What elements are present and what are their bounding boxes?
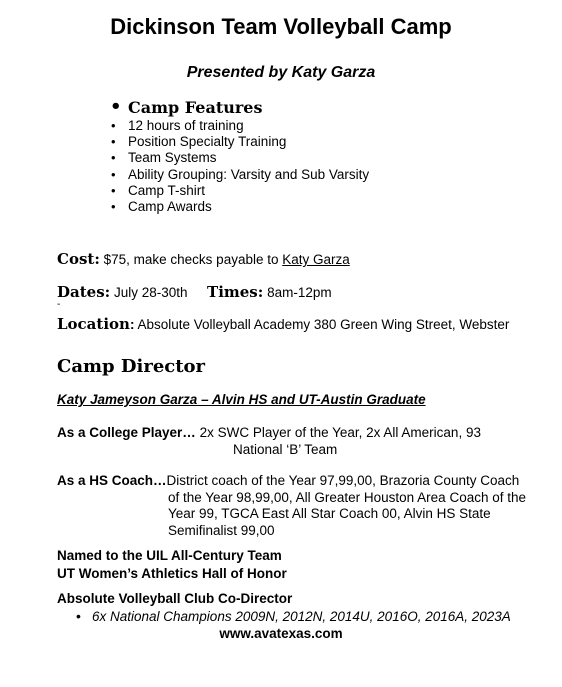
dates-value: July 28-30th bbox=[113, 285, 188, 300]
hs-coach-block bbox=[57, 473, 547, 541]
college-player-line2: National ‘B’ Team bbox=[233, 441, 338, 457]
page-subtitle: Presented by Katy Garza bbox=[186, 64, 376, 81]
list-item: • Camp T-shirt bbox=[110, 183, 369, 199]
camp-features-list bbox=[110, 118, 369, 215]
list-item: • 12 hours of training bbox=[110, 118, 369, 134]
cost-payee: Katy Garza bbox=[282, 252, 350, 267]
list-item: • Team Systems bbox=[110, 150, 369, 166]
cost-line bbox=[57, 250, 350, 268]
list-item: • Ability Grouping: Varsity and Sub Varsity bbox=[110, 167, 369, 183]
camp-features-heading: • Camp Features bbox=[110, 98, 369, 118]
director-name: Katy Jameyson Garza – Alvin HS and UT-Austin Graduate bbox=[57, 392, 426, 407]
camp-director-heading: Camp Director bbox=[57, 356, 206, 377]
times-label: Times: bbox=[207, 283, 264, 301]
hs-coach-line4: Semifinalist 99,00 bbox=[168, 522, 275, 538]
hs-coach-line2: of the Year 98,99,00, All Greater Houston Area Coach of the bbox=[168, 489, 526, 505]
college-player-label: As a College Player… bbox=[57, 425, 196, 440]
list-item: • 6x National Champions 2009N, 2012N, 2014U, 2016O, 2016A, 2023A bbox=[76, 609, 511, 624]
page-title: Dickinson Team Volleyball Camp bbox=[110, 14, 452, 39]
hs-coach-label: As a HS Coach… bbox=[57, 473, 167, 488]
location-label: Location bbox=[57, 315, 130, 333]
camp-features-section bbox=[110, 98, 369, 215]
club-heading: Absolute Volleyball Club Co-Director bbox=[57, 591, 293, 606]
location-line bbox=[57, 315, 509, 333]
dates-label: Dates: bbox=[57, 283, 111, 301]
college-player-block bbox=[57, 425, 537, 459]
hs-coach-line1: District coach of the Year 97,99,00, Brazoria County Coach bbox=[166, 473, 520, 488]
cost-text: $75, make checks payable to bbox=[103, 252, 283, 267]
honor-ut: UT Women’s Athletics Hall of Honor bbox=[57, 566, 287, 581]
college-player-line1: 2x SWC Player of the Year, 2x All American, 93 bbox=[195, 425, 481, 440]
website-link[interactable]: www.avatexas.com bbox=[219, 626, 343, 641]
location-value: Absolute Volleyball Academy 380 Green Wing Street, Webster bbox=[137, 317, 510, 332]
honor-uil: Named to the UIL All-Century Team bbox=[57, 548, 282, 563]
times-value: 8am-12pm bbox=[267, 285, 332, 300]
separator-dash: - bbox=[57, 299, 61, 310]
cost-label: Cost: bbox=[57, 250, 100, 268]
dates-line bbox=[57, 283, 332, 301]
hs-coach-line3: Year 99, TGCA East All Star Coach 00, Alvin HS State bbox=[168, 506, 491, 521]
list-item: • Position Specialty Training bbox=[110, 134, 369, 150]
location-colon: : bbox=[129, 317, 135, 332]
list-item: • Camp Awards bbox=[110, 199, 369, 215]
